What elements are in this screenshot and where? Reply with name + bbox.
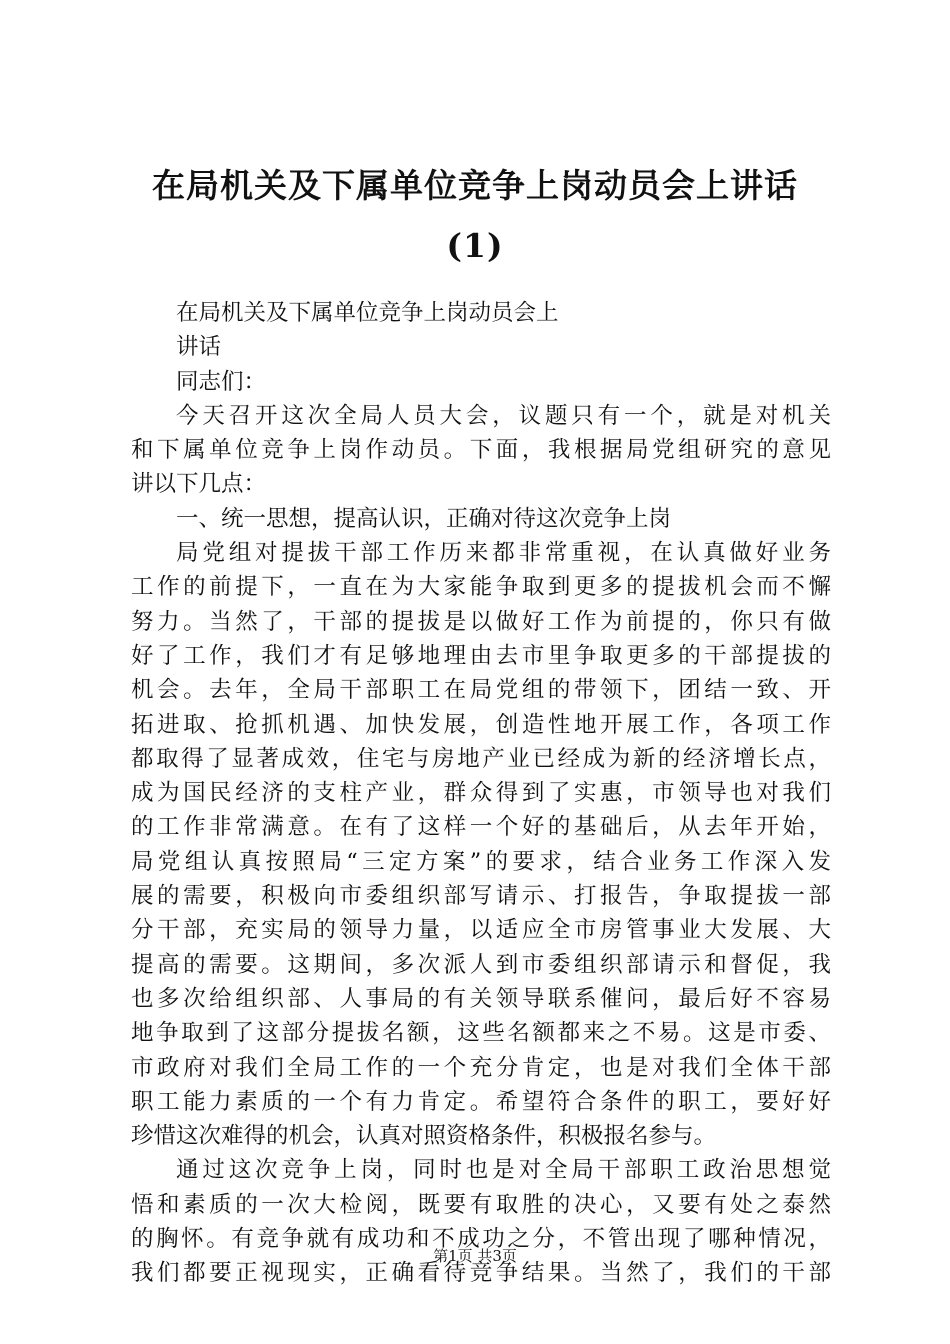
body-line: 通过这次竞争上岗，同时也是对全局干部职工政治思想觉 bbox=[176, 1157, 831, 1184]
body-line: 也多次给组织部、人事局的有关领导联系催问，最后好不容易 bbox=[131, 985, 831, 1012]
page-footer: 第1页 共3页 bbox=[433, 1247, 517, 1265]
body-line: 的胸怀。有竞争就有成功和不成功之分，不管出现了哪种情况， bbox=[131, 1226, 831, 1253]
body-line: 讲以下几点： bbox=[131, 471, 267, 498]
body-line: 今天召开这次全局人员大会，议题只有一个，就是对机关 bbox=[176, 402, 831, 429]
body-line: 努力。当然了，干部的提拔是以做好工作为前提的，你只有做 bbox=[131, 608, 831, 635]
salutation: 同志们： bbox=[176, 368, 267, 395]
body-line: 悟和素质的一次大检阅，既要有取胜的决心，又要有处之泰然 bbox=[131, 1191, 831, 1218]
document-body bbox=[131, 296, 831, 1291]
body-line: 局党组认真按照局“三定方案”的要求，结合业务工作深入发 bbox=[131, 848, 831, 875]
body-line: 好了工作，我们才有足够地理由去市里争取更多的干部提拔的 bbox=[131, 642, 831, 669]
document-title-suffix: (1) bbox=[446, 226, 504, 265]
body-line: 珍惜这次难得的机会，认真对照资格条件，积极报名参与。 bbox=[131, 1123, 717, 1150]
document-title: 在局机关及下属单位竞争上岗动员会上讲话 bbox=[152, 166, 798, 205]
body-line: 地争取到了这部分提拔名额，这些名额都来之不易。这是市委、 bbox=[131, 1020, 831, 1047]
body-line: 的工作非常满意。在有了这样一个好的基础后，从去年开始， bbox=[131, 814, 831, 841]
body-line: 职工能力素质的一个有力肯定。希望符合条件的职工，要好好 bbox=[131, 1088, 831, 1115]
body-line: 机会。去年，全局干部职工在局党组的带领下，团结一致、开 bbox=[131, 677, 831, 704]
body-line: 展的需要，积极向市委组织部写请示、打报告，争取提拔一部 bbox=[131, 883, 831, 910]
body-line: 我们都要正视现实，正确看待竞争结果。当然了，我们的干部 bbox=[131, 1260, 831, 1287]
body-line: 和下属单位竞争上岗作动员。下面，我根据局党组研究的意见 bbox=[131, 437, 831, 464]
body-line: 提高的需要。这期间，多次派人到市委组织部请示和督促，我 bbox=[131, 951, 831, 978]
body-line: 局党组对提拔干部工作历来都非常重视，在认真做好业务 bbox=[176, 540, 831, 567]
body-line: 在局机关及下属单位竞争上岗动员会上 bbox=[176, 300, 559, 326]
body-line: 拓进取、抢抓机遇、加快发展，创造性地开展工作，各项工作 bbox=[131, 711, 831, 738]
body-line: 工作的前提下，一直在为大家能争取到更多的提拔机会而不懈 bbox=[131, 574, 831, 601]
body-line: 市政府对我们全局工作的一个充分肯定，也是对我们全体干部 bbox=[131, 1054, 831, 1081]
section-heading: 一、统一思想，提高认识，正确对待这次竞争上岗 bbox=[176, 505, 672, 532]
body-line: 分干部，充实局的领导力量，以适应全市房管事业大发展、大 bbox=[131, 917, 831, 944]
body-line: 成为国民经济的支柱产业，群众得到了实惠，市领导也对我们 bbox=[131, 780, 831, 807]
body-line: 讲话 bbox=[176, 334, 222, 361]
body-line: 都取得了显著成效，住宅与房地产业已经成为新的经济增长点， bbox=[131, 745, 831, 772]
